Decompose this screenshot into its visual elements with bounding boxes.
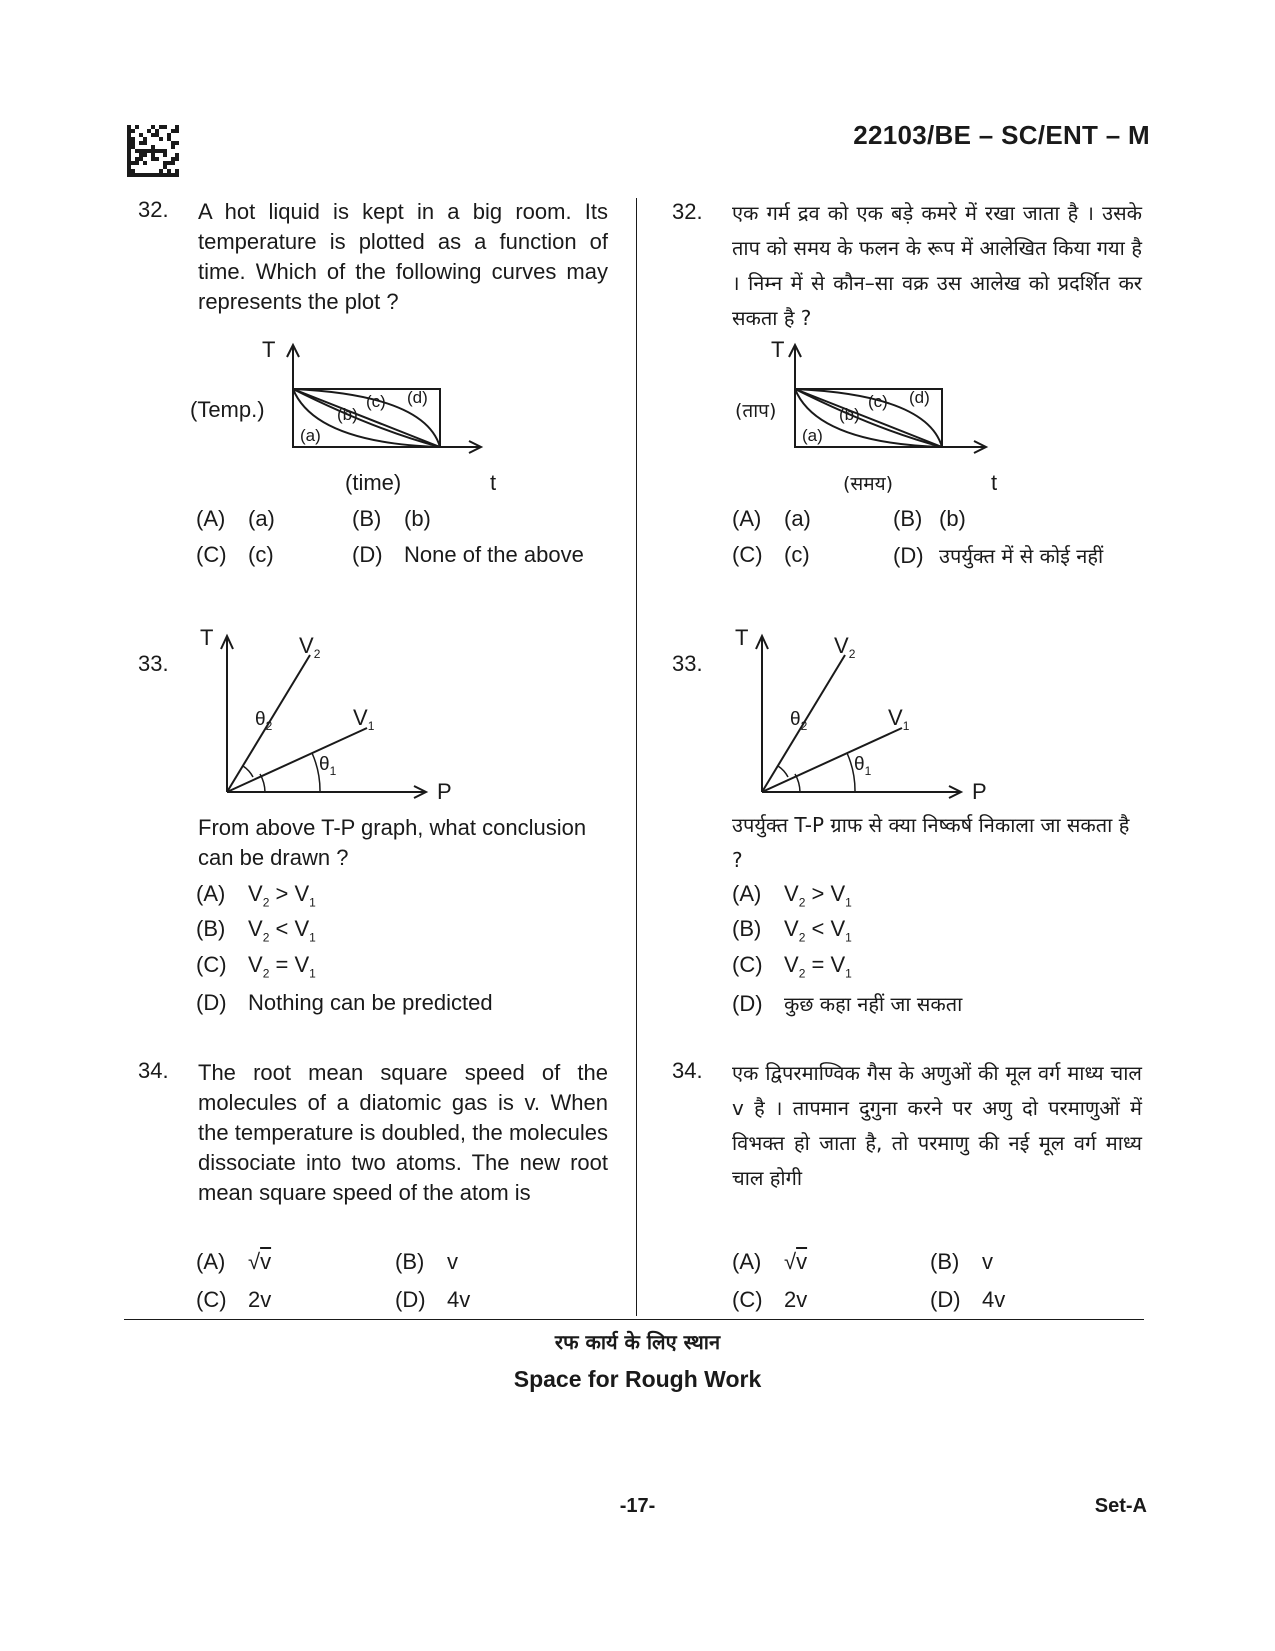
q32-graph-en xyxy=(190,335,520,495)
rough-work-divider xyxy=(124,1319,1144,1320)
q33-option-d-hi: (D) कुछ कहा नहीं जा सकता xyxy=(732,991,963,1016)
v2-label: $V_2$ xyxy=(299,633,321,661)
page-number: -17- xyxy=(619,1495,656,1517)
line-v1 xyxy=(762,728,902,792)
theta1-label: $\theta_1$ xyxy=(854,754,872,778)
q34-number: 34. xyxy=(138,1058,169,1083)
q34-question-hi: एक द्विपरमाण्विक गैस के अणुओं की मूल वर्ग माध्य चाल v है । तापमान दुगुना करने पर अणु दो परमाणुओं में विभक्त हो जाता है, तो परमाणु की नई मूल वर्ग माध्य चाल होगी xyxy=(732,1061,1142,1190)
graph-y-axis-label: T xyxy=(771,337,785,362)
q33-question-en: From above T-P graph, what conclusion can be drawn ? xyxy=(198,815,587,870)
q32-option-a-hi: (A) (a) xyxy=(732,506,811,531)
theta2-arc xyxy=(243,766,253,777)
set-label: Set-A xyxy=(1094,1495,1147,1517)
q33-question-hi: उपर्युक्त T-P ग्राफ से क्या निष्कर्ष निकाला जा सकता है ? xyxy=(732,813,1130,872)
v1-label: $V_1$ xyxy=(353,705,375,733)
q32-option-c: (C) (c) xyxy=(196,542,274,567)
q32-graph-hi xyxy=(735,335,1025,495)
q32-option-a: (A) (a) xyxy=(196,506,275,531)
q34-option-d: (D) 4v xyxy=(395,1287,471,1312)
curve-c-label: (c) xyxy=(868,392,888,411)
q33-number: 33. xyxy=(138,651,169,676)
curve-a-label: (a) xyxy=(802,426,823,445)
q33-option-c-hi: (C) $V_2 = V_1$ xyxy=(732,952,852,981)
q32-question-en: A hot liquid is kept in a big room. Its temperature is plotted as a function of time. Which of the following curves may represents the plot ? xyxy=(198,199,608,314)
curve-d-label: (d) xyxy=(909,388,930,407)
q32-option-d: (D) None of the above xyxy=(352,542,584,567)
q34-option-c-hi: (C) 2v xyxy=(732,1287,808,1312)
graph-y-axis-label: T xyxy=(262,337,276,362)
graph-x-description: (समय) xyxy=(843,473,894,495)
graph-y-description: (Temp.) xyxy=(190,397,265,422)
graph-x-axis-label: P xyxy=(437,779,452,804)
q33-graph-en xyxy=(195,625,465,805)
q34-option-b-hi: (B) v xyxy=(930,1249,993,1274)
q34-option-a-hi: (A) √v xyxy=(732,1249,808,1274)
q32-option-d-hi: (D) उपर्युक्त में से कोई नहीं xyxy=(893,543,1104,568)
q33-option-a: (A) $V_2 > V_1$ xyxy=(196,881,316,910)
q32-option-b-hi: (B) (b) xyxy=(893,506,966,531)
q34-number-hi: 34. xyxy=(672,1058,703,1083)
line-v1 xyxy=(227,728,367,792)
curve-b-label: (b) xyxy=(839,405,860,424)
q34-option-b: (B) v xyxy=(395,1249,458,1274)
q32-option-b: (B) (b) xyxy=(352,506,431,531)
curve-c-label: (c) xyxy=(366,392,386,411)
curve-a-label: (a) xyxy=(300,426,321,445)
q34-option-c: (C) 2v xyxy=(196,1287,272,1312)
qr-code-icon xyxy=(127,125,179,177)
q33-option-a-hi: (A) $V_2 > V_1$ xyxy=(732,881,852,910)
theta1-label: $\theta_1$ xyxy=(319,754,337,778)
q33-option-b: (B) $V_2 < V_1$ xyxy=(196,916,316,945)
q32-question-hi: एक गर्म द्रव को एक बड़े कमरे में रखा जाता है । उसके ताप को समय के फलन के रूप में आलेखित किया गया है । निम्न में से कौन–सा वक्र उस आलेख को प्रदर्शित कर सकता है ? xyxy=(732,201,1142,330)
q34-option-d-hi: (D) 4v xyxy=(930,1287,1006,1312)
graph-y-description: (ताप) xyxy=(735,400,777,422)
v2-label: $V_2$ xyxy=(834,633,856,661)
rough-work-title-en: Space for Rough Work xyxy=(513,1366,762,1392)
graph-x-description: (time) xyxy=(345,470,402,495)
graph-y-axis-label: T xyxy=(200,625,214,650)
q33-option-d: (D) Nothing can be predicted xyxy=(196,990,493,1015)
paper-code: 22103/BE – SC/ENT – M xyxy=(853,120,1150,150)
curve-b-label: (b) xyxy=(337,405,358,424)
theta2-label: $\theta_2$ xyxy=(790,709,808,733)
q32-option-c-hi: (C) (c) xyxy=(732,542,810,567)
q32-number-hi: 32. xyxy=(672,199,703,224)
graph-x-axis-label: t xyxy=(991,470,998,495)
q34-question-en: The root mean square speed of the molecules of a diatomic gas is v. When the temperature is doubled, the molecules dissociate into two atoms. The new root mean square speed of the atom is xyxy=(198,1060,608,1205)
curve-d-label: (d) xyxy=(407,388,428,407)
q33-graph-hi xyxy=(730,625,1000,805)
q33-number-hi: 33. xyxy=(672,651,703,676)
theta2-arc xyxy=(778,766,788,777)
q33-option-c: (C) $V_2 = V_1$ xyxy=(196,952,316,981)
theta2-label: $\theta_2$ xyxy=(255,709,273,733)
column-divider xyxy=(636,198,637,1316)
graph-x-axis-label: P xyxy=(972,779,987,804)
rough-work-title-hi: रफ कार्य के लिए स्थान xyxy=(554,1330,721,1354)
q32-number: 32. xyxy=(138,197,169,222)
q33-option-b-hi: (B) $V_2 < V_1$ xyxy=(732,916,852,945)
v1-label: $V_1$ xyxy=(888,705,910,733)
q34-option-a: (A) √v xyxy=(196,1249,272,1274)
graph-y-axis-label: T xyxy=(735,625,749,650)
graph-x-axis-label: t xyxy=(490,470,497,495)
